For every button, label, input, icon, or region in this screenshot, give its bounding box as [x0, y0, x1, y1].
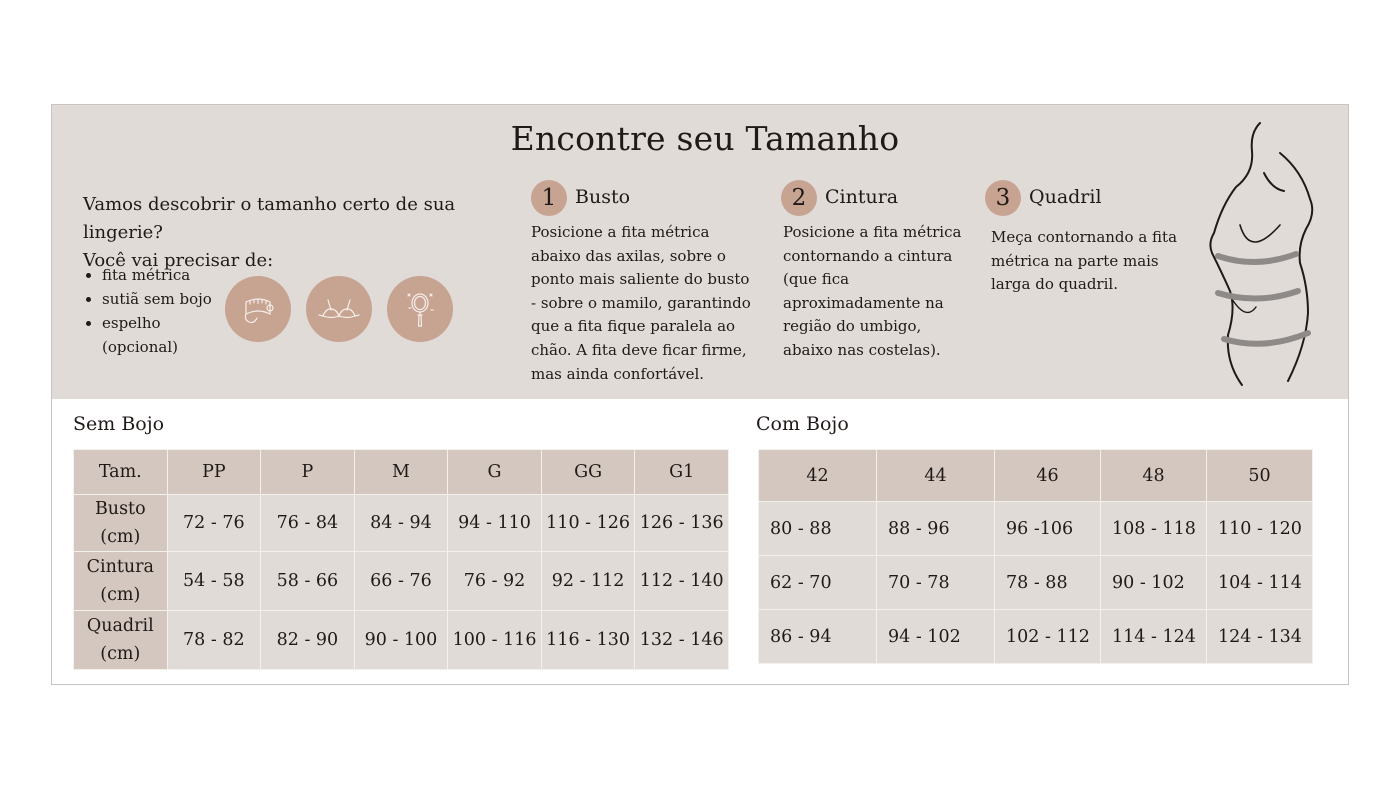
table-cell: 72 - 76: [167, 495, 261, 552]
table-header-cell: G: [448, 450, 542, 495]
guide-header-panel: [52, 105, 1348, 399]
step-3-badge: 3: [985, 180, 1021, 216]
table-header-cell: PP: [167, 450, 261, 495]
step-1-title: Busto: [575, 186, 631, 208]
table-cell: 114 - 124: [1101, 610, 1207, 664]
intro-question: Vamos descobrir o tamanho certo de sua lingerie?: [83, 194, 456, 243]
table-cell: 116 - 130: [541, 611, 635, 670]
step-1-badge: 1: [531, 180, 567, 216]
table-cell: 104 - 114: [1207, 556, 1313, 610]
table-cell: 54 - 58: [167, 552, 261, 611]
table-header-cell: M: [354, 450, 448, 495]
com-bojo-table: [758, 449, 1313, 664]
size-guide-card: [51, 104, 1349, 685]
table-cell: 66 - 76: [354, 552, 448, 611]
table-cell: 110 - 120: [1207, 502, 1313, 556]
table-cell: 86 - 94: [759, 610, 877, 664]
table-cell: 62 - 70: [759, 556, 877, 610]
table-row: [74, 611, 729, 670]
list-item: • sutiã sem bojo: [102, 287, 232, 311]
table-cell: 76 - 84: [261, 495, 355, 552]
table-row: [759, 556, 1313, 610]
table-cell: 80 - 88: [759, 502, 877, 556]
table-header-cell: 44: [877, 450, 995, 502]
list-item: • espelho (opcional): [102, 311, 232, 359]
list-item: • fita métrica: [102, 263, 232, 287]
row-label-cell: Busto (cm): [74, 495, 168, 552]
row-label-cell: Cintura (cm): [74, 552, 168, 611]
step-2-badge: 2: [781, 180, 817, 216]
step-3-title: Quadril: [1029, 186, 1102, 208]
table-cell: 92 - 112: [541, 552, 635, 611]
table-cell: 84 - 94: [354, 495, 448, 552]
table-cell: 90 - 100: [354, 611, 448, 670]
table-row: [759, 610, 1313, 664]
com-bojo-label: Com Bojo: [756, 413, 849, 435]
table-cell: 90 - 102: [1101, 556, 1207, 610]
sem-bojo-table: [73, 449, 729, 670]
table-cell: 94 - 110: [448, 495, 542, 552]
table-header-cell: 48: [1101, 450, 1207, 502]
table-header-cell: P: [261, 450, 355, 495]
table-cell: 78 - 88: [995, 556, 1101, 610]
measuring-tape-icon: [225, 276, 291, 342]
table-header-row: [759, 450, 1313, 502]
step-1-text: Posicione a fita métrica abaixo das axilas, sobre o ponto mais saliente do busto - sobre o mamilo, garantindo que a fita fique paralela ao chão. A fita deve ficar firme, mas ainda confortável.: [531, 223, 751, 383]
needs-list: [82, 263, 232, 359]
bra-icon: [306, 276, 372, 342]
table-cell: 76 - 92: [448, 552, 542, 611]
table-row: [74, 495, 729, 552]
table-header-cell: 50: [1207, 450, 1313, 502]
table-cell: 108 - 118: [1101, 502, 1207, 556]
hand-mirror-icon: [387, 276, 453, 342]
table-cell: 100 - 116: [448, 611, 542, 670]
table-cell: 110 - 126: [541, 495, 635, 552]
table-cell: 124 - 134: [1207, 610, 1313, 664]
page-title: Encontre seu Tamanho: [510, 119, 900, 158]
table-header-row: [74, 450, 729, 495]
table-row: [759, 502, 1313, 556]
intro-needs-label: Você vai precisar de:: [83, 250, 274, 271]
table-cell: 132 - 146: [635, 611, 729, 670]
table-header-cell: GG: [541, 450, 635, 495]
table-cell: 112 - 140: [635, 552, 729, 611]
step-2-title: Cintura: [825, 186, 899, 208]
table-cell: 126 - 136: [635, 495, 729, 552]
table-header-cell: 46: [995, 450, 1101, 502]
table-header-cell: G1: [635, 450, 729, 495]
table-header-cell: Tam.: [74, 450, 168, 495]
table-cell: 94 - 102: [877, 610, 995, 664]
table-header-cell: 42: [759, 450, 877, 502]
step-2-text: Posicione a fita métrica contornando a cintura (que fica aproximadamente na região do umbigo, abaixo nas costelas).: [783, 223, 962, 359]
table-cell: 82 - 90: [261, 611, 355, 670]
body-silhouette-icon: [1192, 113, 1332, 395]
table-row: [74, 552, 729, 611]
table-cell: 88 - 96: [877, 502, 995, 556]
table-cell: 58 - 66: [261, 552, 355, 611]
row-label-cell: Quadril (cm): [74, 611, 168, 670]
table-cell: 96 -106: [995, 502, 1101, 556]
table-cell: 78 - 82: [167, 611, 261, 670]
table-cell: 70 - 78: [877, 556, 995, 610]
sem-bojo-label: Sem Bojo: [73, 413, 165, 435]
table-cell: 102 - 112: [995, 610, 1101, 664]
step-3-text: Meça contornando a fita métrica na parte mais larga do quadril.: [991, 228, 1178, 294]
